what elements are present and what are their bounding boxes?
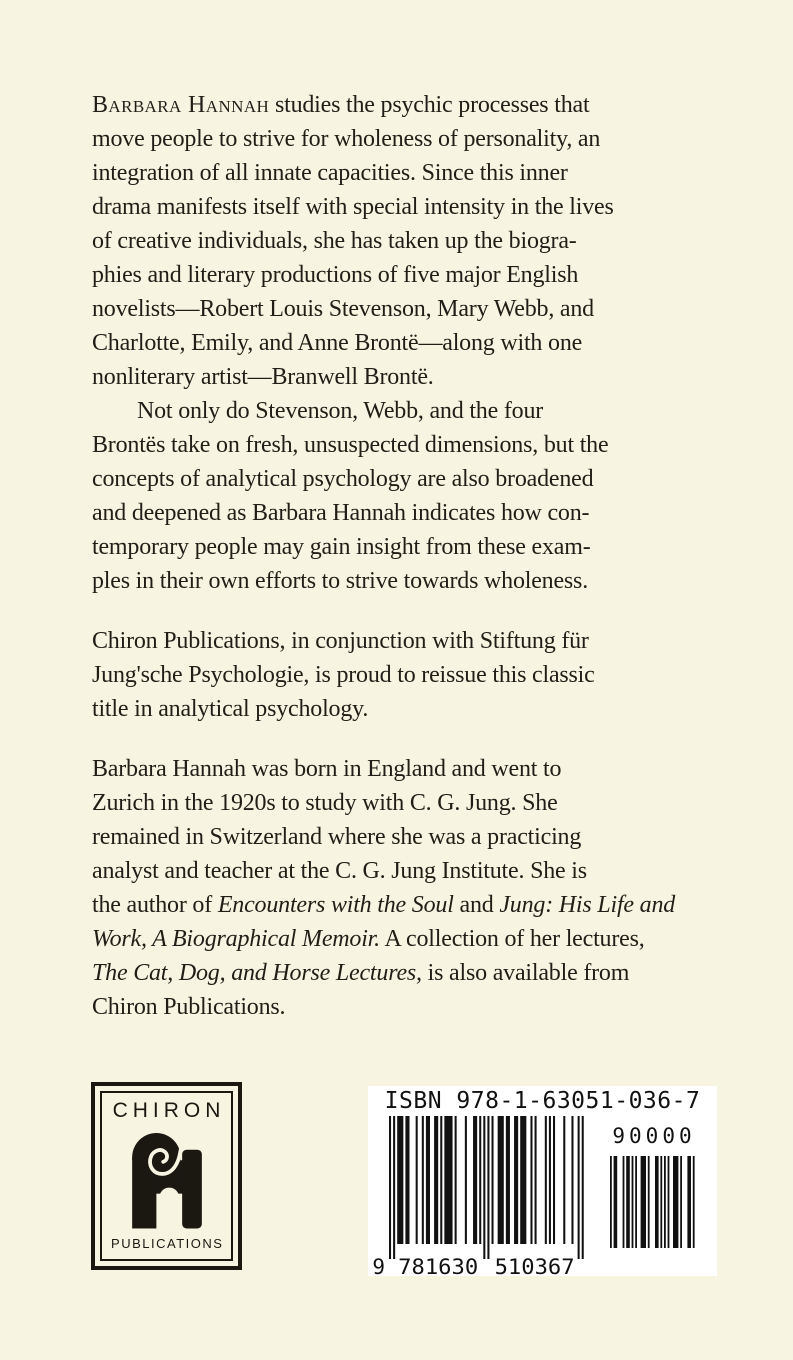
text-line: title in analytical psychology.: [92, 696, 369, 722]
text-line: Not only do Stevenson, Webb, and the four: [137, 398, 544, 424]
svg-text:9: 9: [372, 1255, 385, 1276]
text-line: The Cat, Dog, and Horse Lectures, is also available from: [92, 960, 630, 986]
text-line: concepts of analytical psychology are also broadened: [92, 466, 594, 492]
ean13-barcode: [370, 1116, 592, 1276]
text-line: phies and literary productions of five major English: [92, 262, 579, 288]
svg-text:781630: 781630: [398, 1255, 479, 1276]
text-line: analyst and teacher at the C. G. Jung Institute. She is: [92, 858, 587, 884]
body-text: [92, 88, 717, 1024]
paragraph: [92, 752, 717, 1024]
text-line: Zurich in the 1920s to study with C. G. Jung. She: [92, 790, 558, 816]
text-line: integration of all innate capacities. Since this inner: [92, 160, 568, 186]
publisher-name: CHIRON: [112, 1099, 226, 1122]
text-line: Brontës take on fresh, unsuspected dimensions, but the: [92, 432, 609, 458]
text-line: and deepened as Barbara Hannah indicates how con-: [92, 500, 590, 526]
publisher-logo: [91, 1082, 242, 1270]
text-line: Jung'sche Psychologie, is proud to reissue this classic: [92, 662, 595, 688]
supplement-value: 90000: [612, 1124, 696, 1148]
paragraph: [92, 394, 717, 598]
text-line: the author of Encounters with the Soul and Jung: His Life and: [92, 892, 676, 918]
text-line: drama manifests itself with special intensity in the lives: [92, 194, 614, 220]
text-line: novelists—Robert Louis Stevenson, Mary Webb, and: [92, 296, 594, 322]
text-line: ples in their own efforts to strive towards wholeness.: [92, 568, 589, 594]
paragraph: [92, 624, 717, 726]
text-line: Chiron Publications.: [92, 994, 286, 1020]
chiron-centaur-glyph: [122, 1130, 212, 1230]
supplement-barcode: [608, 1156, 698, 1248]
text-line: move people to strive for wholeness of personality, an: [92, 126, 601, 152]
barcode-panel: [368, 1086, 717, 1276]
text-line: Barbara Hannah studies the psychic processes that: [92, 92, 590, 118]
text-line: remained in Switzerland where she was a practicing: [92, 824, 582, 850]
paragraph: [92, 88, 717, 394]
publisher-logo-frame: [100, 1091, 233, 1261]
text-line: of creative individuals, she has taken up the biogra-: [92, 228, 577, 254]
text-line: Work, A Biographical Memoir. A collection of her lectures,: [92, 926, 645, 952]
text-line: Barbara Hannah was born in England and went to: [92, 756, 562, 782]
publisher-subtitle: PUBLICATIONS: [111, 1236, 224, 1251]
text-line: temporary people may gain insight from these exam-: [92, 534, 591, 560]
svg-text:510367: 510367: [494, 1255, 575, 1276]
text-line: nonliterary artist—Branwell Brontë.: [92, 364, 434, 390]
isbn-label: ISBN 978-1-63051-036-7: [384, 1088, 701, 1114]
text-line: Chiron Publications, in conjunction with Stiftung für: [92, 628, 589, 654]
text-line: Charlotte, Emily, and Anne Brontë—along with one: [92, 330, 583, 356]
